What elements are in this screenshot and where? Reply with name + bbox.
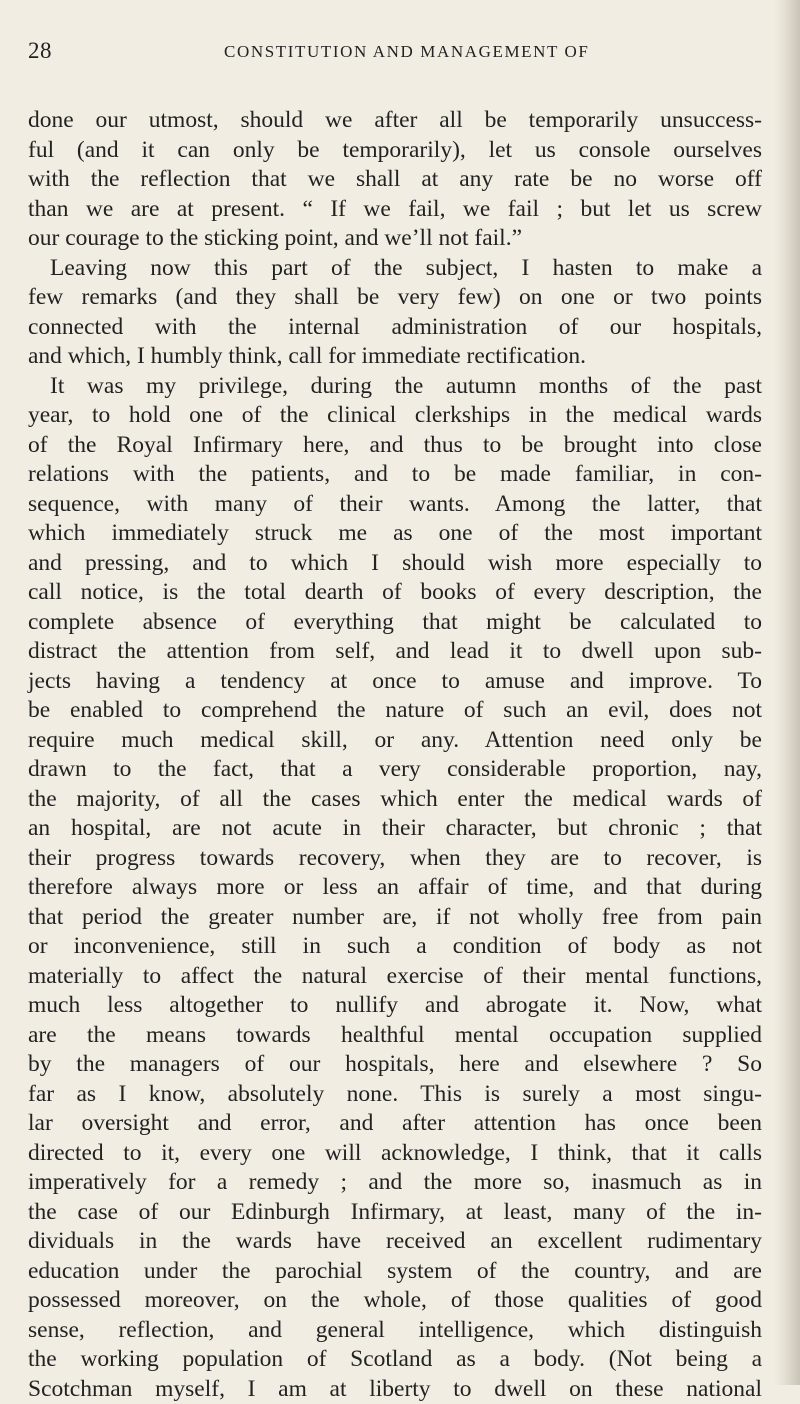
text-line: imperatively for a remedy ; and the more so, inasmuch as in <box>28 1168 762 1198</box>
text-line: possessed moreover, on the whole, of those qualities of good <box>28 1286 762 1316</box>
page-number: 28 <box>28 38 52 64</box>
text-line: therefore always more or less an affair of time, and that during <box>28 873 762 903</box>
text-line: connected with the internal administration of our hospitals, <box>28 313 762 343</box>
text-line: much less altogether to nullify and abrogate it. Now, what <box>28 991 762 1021</box>
text-line: sequence, with many of their wants. Among the latter, that <box>28 490 762 520</box>
text-line: the case of our Edinburgh Infirmary, at least, many of the in- <box>28 1198 762 1228</box>
text-line: ful (and it can only be temporarily), let us console ourselves <box>28 136 762 166</box>
text-line: year, to hold one of the clinical clerkships in the medical wards <box>28 401 762 431</box>
text-line: be enabled to comprehend the nature of such an evil, does not <box>28 696 762 726</box>
text-line: education under the parochial system of the country, and are <box>28 1257 762 1287</box>
text-line: and which, I humbly think, call for immediate rectification. <box>28 342 762 372</box>
text-line: an hospital, are not acute in their character, but chronic ; that <box>28 814 762 844</box>
text-line: or inconvenience, still in such a condition of body as not <box>28 932 762 962</box>
text-line: dividuals in the wards have received an excellent rudimentary <box>28 1227 762 1257</box>
text-line: sense, reflection, and general intelligence, which distinguish <box>28 1316 762 1346</box>
text-line: which immediately struck me as one of the most important <box>28 519 762 549</box>
text-line: jects having a tendency at once to amuse and improve. To <box>28 667 762 697</box>
page-header <box>28 38 758 68</box>
text-line: require much medical skill, or any. Attention need only be <box>28 726 762 756</box>
text-line: our courage to the sticking point, and we’ll not fail.” <box>28 224 762 254</box>
page-edge-shadow <box>774 0 800 1385</box>
paragraph-start-line: It was my privilege, during the autumn months of the past <box>28 372 762 402</box>
text-line: and pressing, and to which I should wish more especially to <box>28 549 762 579</box>
text-line: the working population of Scotland as a body. (Not being a <box>28 1345 762 1375</box>
text-line: by the managers of our hospitals, here and elsewhere ? So <box>28 1050 762 1080</box>
text-line: far as I know, absolutely none. This is surely a most singu- <box>28 1080 762 1110</box>
text-line: materially to affect the natural exercise of their mental functions, <box>28 962 762 992</box>
body-text <box>28 106 762 1404</box>
text-line: call notice, is the total dearth of books of every description, the <box>28 578 762 608</box>
text-line: are the means towards healthful mental occupation supplied <box>28 1021 762 1051</box>
text-line: done our utmost, should we after all be temporarily unsuccess- <box>28 106 762 136</box>
running-head: CONSTITUTION AND MANAGEMENT OF <box>224 42 590 62</box>
text-line: directed to it, every one will acknowledge, I think, that it calls <box>28 1139 762 1169</box>
text-line: Scotchman myself, I am at liberty to dwell on these national <box>28 1375 762 1404</box>
text-line: few remarks (and they shall be very few) on one or two points <box>28 283 762 313</box>
text-line: than we are at present. “ If we fail, we fail ; but let us screw <box>28 195 762 225</box>
text-line: their progress towards recovery, when they are to recover, is <box>28 844 762 874</box>
text-line: complete absence of everything that might be calculated to <box>28 608 762 638</box>
text-line: distract the attention from self, and lead it to dwell upon sub- <box>28 637 762 667</box>
text-line: drawn to the fact, that a very considerable proportion, nay, <box>28 755 762 785</box>
text-line: of the Royal Infirmary here, and thus to be brought into close <box>28 431 762 461</box>
text-line: the majority, of all the cases which enter the medical wards of <box>28 785 762 815</box>
text-line: that period the greater number are, if not wholly free from pain <box>28 903 762 933</box>
text-line: lar oversight and error, and after attention has once been <box>28 1109 762 1139</box>
paragraph-start-line: Leaving now this part of the subject, I hasten to make a <box>28 254 762 284</box>
text-line: with the reflection that we shall at any rate be no worse off <box>28 165 762 195</box>
text-line: relations with the patients, and to be made familiar, in con- <box>28 460 762 490</box>
